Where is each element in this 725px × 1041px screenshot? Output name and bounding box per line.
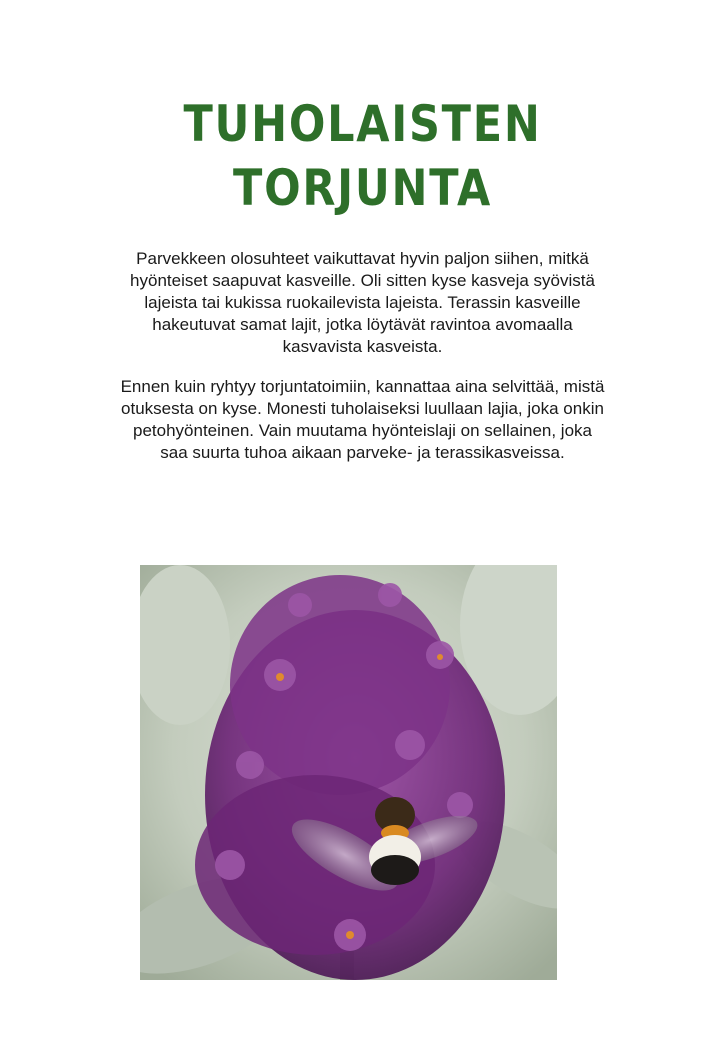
flower-photo <box>140 565 557 980</box>
page-title-line-2: TORJUNTA <box>233 159 492 217</box>
paragraph-2: Ennen kuin ryhtyy torjuntatoimiin, kannattaa aina selvittää, mistä otuksesta on kyse. Monesti tuholaiseksi luullaan lajia, joka onkin petohyönteinen. Vain muutama hyönteislaji on sellainen, joka saa suurta tuhoa aikaan parveke- ja terassikasveissa. <box>120 377 605 462</box>
page-title-line-1: TUHOLAISTEN <box>183 95 542 153</box>
page-title <box>51 92 675 220</box>
paragraph-1: Parvekkeen olosuhteet vaikuttavat hyvin paljon siihen, mitkä hyönteiset saapuvat kasveille. Oli sitten kyse kasveja syövistä lajeista tai kukissa ruokailevista lajeista. Terassin kasveille hakeutuvat samat lajit, jotka löytävät ravintoa avomaalla kasvavista kasveista. <box>130 249 595 356</box>
